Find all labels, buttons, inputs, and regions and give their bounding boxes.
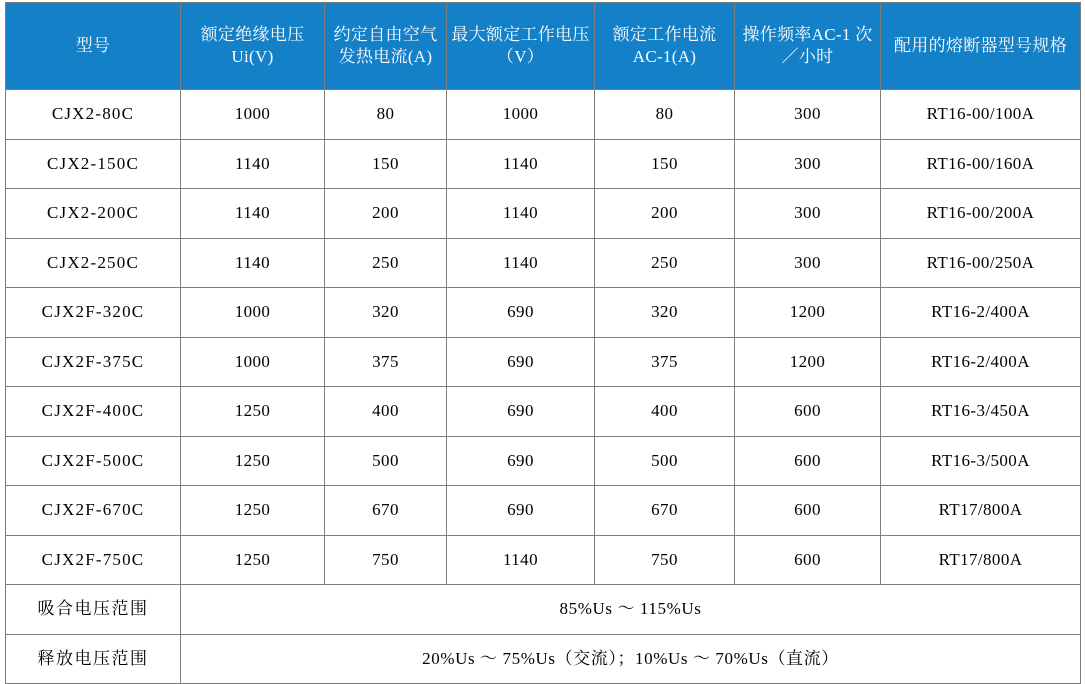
cell-operating-current: 250 — [595, 238, 735, 288]
cell-operating-current: 670 — [595, 486, 735, 536]
cell-fuse-type: RT16-3/500A — [881, 436, 1081, 486]
cell-insulation-voltage: 1250 — [181, 535, 325, 585]
pickup-voltage-range-row — [6, 585, 1081, 635]
cell-fuse-type: RT16-2/400A — [881, 337, 1081, 387]
cell-insulation-voltage: 1140 — [181, 238, 325, 288]
cell-operating-frequency: 300 — [735, 189, 881, 239]
cell-operating-frequency: 1200 — [735, 337, 881, 387]
cell-thermal-current: 500 — [325, 436, 447, 486]
cell-operating-frequency: 600 — [735, 486, 881, 536]
cell-fuse-type: RT16-00/200A — [881, 189, 1081, 239]
cell-insulation-voltage: 1000 — [181, 337, 325, 387]
cell-max-operating-voltage: 1000 — [447, 90, 595, 140]
cell-insulation-voltage: 1250 — [181, 486, 325, 536]
cell-fuse-type: RT16-3/450A — [881, 387, 1081, 437]
cell-model: CJX2F-750C — [6, 535, 181, 585]
dropout-voltage-range-row — [6, 634, 1081, 684]
table-row — [6, 90, 1081, 140]
cell-fuse-type: RT16-2/400A — [881, 288, 1081, 338]
column-header-max-rated-operating-voltage: 最大额定工作电压（V） — [447, 3, 595, 90]
column-header-model: 型号 — [6, 3, 181, 90]
cell-max-operating-voltage: 1140 — [447, 238, 595, 288]
cell-operating-frequency: 600 — [735, 436, 881, 486]
cell-model: CJX2F-670C — [6, 486, 181, 536]
contactor-spec-table — [5, 2, 1081, 684]
table-row — [6, 486, 1081, 536]
cell-operating-frequency: 600 — [735, 387, 881, 437]
column-header-operating-frequency: 操作频率AC-1 次／小时 — [735, 3, 881, 90]
cell-model: CJX2-250C — [6, 238, 181, 288]
table-row — [6, 337, 1081, 387]
cell-fuse-type: RT17/800A — [881, 535, 1081, 585]
table-row — [6, 139, 1081, 189]
cell-operating-current: 400 — [595, 387, 735, 437]
cell-operating-current: 320 — [595, 288, 735, 338]
cell-operating-frequency: 1200 — [735, 288, 881, 338]
table-body — [6, 90, 1081, 684]
cell-max-operating-voltage: 690 — [447, 486, 595, 536]
cell-operating-frequency: 300 — [735, 238, 881, 288]
cell-operating-current: 750 — [595, 535, 735, 585]
cell-operating-current: 150 — [595, 139, 735, 189]
cell-fuse-type: RT16-00/160A — [881, 139, 1081, 189]
cell-operating-frequency: 300 — [735, 139, 881, 189]
cell-pickup-voltage-range-value: 85%Us ～ 115%Us — [181, 585, 1081, 635]
row-label-pickup-voltage-range: 吸合电压范围 — [6, 585, 181, 635]
header-row — [6, 3, 1081, 90]
cell-model: CJX2-200C — [6, 189, 181, 239]
table-row — [6, 387, 1081, 437]
cell-operating-frequency: 300 — [735, 90, 881, 140]
column-header-conventional-free-air-thermal-current: 约定自由空气发热电流(A) — [325, 3, 447, 90]
cell-thermal-current: 200 — [325, 189, 447, 239]
column-header-rated-operating-current: 额定工作电流 AC-1(A) — [595, 3, 735, 90]
cell-model: CJX2-150C — [6, 139, 181, 189]
cell-model: CJX2F-500C — [6, 436, 181, 486]
cell-insulation-voltage: 1250 — [181, 436, 325, 486]
cell-max-operating-voltage: 690 — [447, 288, 595, 338]
cell-max-operating-voltage: 690 — [447, 387, 595, 437]
cell-fuse-type: RT17/800A — [881, 486, 1081, 536]
column-header-fuse-type: 配用的熔断器型号规格 — [881, 3, 1081, 90]
cell-thermal-current: 320 — [325, 288, 447, 338]
cell-insulation-voltage: 1250 — [181, 387, 325, 437]
cell-max-operating-voltage: 1140 — [447, 189, 595, 239]
cell-thermal-current: 400 — [325, 387, 447, 437]
table-header — [6, 3, 1081, 90]
cell-thermal-current: 150 — [325, 139, 447, 189]
cell-fuse-type: RT16-00/250A — [881, 238, 1081, 288]
cell-insulation-voltage: 1140 — [181, 139, 325, 189]
cell-insulation-voltage: 1000 — [181, 90, 325, 140]
cell-max-operating-voltage: 1140 — [447, 535, 595, 585]
cell-thermal-current: 670 — [325, 486, 447, 536]
cell-thermal-current: 375 — [325, 337, 447, 387]
cell-operating-frequency: 600 — [735, 535, 881, 585]
column-header-rated-insulation-voltage: 额定绝缘电压 Ui(V) — [181, 3, 325, 90]
cell-operating-current: 200 — [595, 189, 735, 239]
cell-fuse-type: RT16-00/100A — [881, 90, 1081, 140]
table-row — [6, 436, 1081, 486]
table-row — [6, 535, 1081, 585]
cell-thermal-current: 750 — [325, 535, 447, 585]
cell-operating-current: 375 — [595, 337, 735, 387]
cell-model: CJX2F-400C — [6, 387, 181, 437]
table-row — [6, 189, 1081, 239]
cell-max-operating-voltage: 690 — [447, 436, 595, 486]
cell-insulation-voltage: 1000 — [181, 288, 325, 338]
cell-thermal-current: 250 — [325, 238, 447, 288]
cell-model: CJX2F-320C — [6, 288, 181, 338]
cell-dropout-voltage-range-value: 20%Us ～ 75%Us（交流）；10%Us ～ 70%Us（直流） — [181, 634, 1081, 684]
cell-max-operating-voltage: 690 — [447, 337, 595, 387]
cell-model: CJX2-80C — [6, 90, 181, 140]
cell-operating-current: 80 — [595, 90, 735, 140]
table-row — [6, 288, 1081, 338]
row-label-dropout-voltage-range: 释放电压范围 — [6, 634, 181, 684]
cell-thermal-current: 80 — [325, 90, 447, 140]
table-row — [6, 238, 1081, 288]
cell-insulation-voltage: 1140 — [181, 189, 325, 239]
cell-max-operating-voltage: 1140 — [447, 139, 595, 189]
cell-model: CJX2F-375C — [6, 337, 181, 387]
cell-operating-current: 500 — [595, 436, 735, 486]
